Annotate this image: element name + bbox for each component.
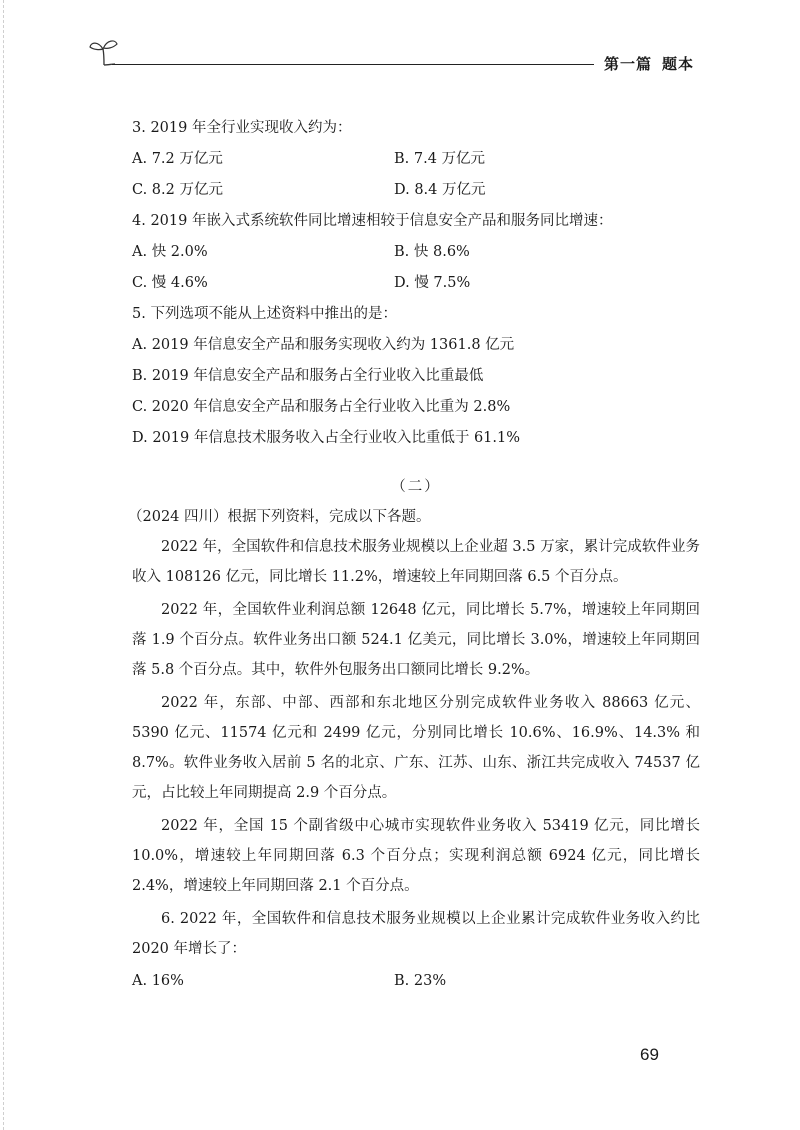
option-c: C. 慢 4.6% xyxy=(132,275,208,291)
option-b: B. 2019 年信息安全产品和服务占全行业收入比重最低 xyxy=(132,368,484,384)
header-title xyxy=(604,53,694,74)
material-paragraph: 2022 年，全国 15 个副省级中心城市实现软件业务收入 53419 亿元，同比增长 10.0%，增速较上年同期回落 6.3 个百分点；实现利润总额 6924 亿元，同比增长 2.4%，增速较上年同期回落 2.1 个百分点。 xyxy=(132,818,700,894)
question-5 xyxy=(132,299,700,454)
material-paragraph: 2022 年，全国软件业利润总额 12648 亿元，同比增长 5.7%，增速较上年同期回落 1.9 个百分点。软件业务出口额 524.1 亿美元，同比增长 3.0%，增速较上年同期回落 5.8 个百分点。其中，软件外包服务出口额同比增长 9.2%。 xyxy=(132,602,700,678)
option-b: B. 23% xyxy=(394,973,447,989)
option-row xyxy=(132,966,700,997)
question-stem: 5. 下列选项不能从上述资料中推出的是： xyxy=(132,306,397,322)
option-c: C. 8.2 万亿元 xyxy=(132,182,223,198)
option-a: A. 2019 年信息安全产品和服务实现收入约为 1361.8 亿元 xyxy=(132,337,515,353)
option-row xyxy=(132,144,700,175)
option-b: B. 快 8.6% xyxy=(394,244,470,260)
page-header xyxy=(0,0,800,90)
option-row xyxy=(132,237,700,268)
option-d: D. 慢 7.5% xyxy=(394,275,471,291)
option-c: C. 2020 年信息安全产品和服务占全行业收入比重为 2.8% xyxy=(132,399,511,415)
question-6 xyxy=(132,904,700,997)
page-edge-guide xyxy=(3,0,4,1130)
header-part: 第一篇 xyxy=(604,55,653,73)
header-rule xyxy=(112,64,594,65)
question-stem: 3. 2019 年全行业实现收入约为： xyxy=(132,120,352,136)
section-intro: （2024 四川）根据下列资料，完成以下各题。 xyxy=(128,509,431,525)
option-a: A. 16% xyxy=(132,973,184,989)
page-number: 69 xyxy=(640,1045,659,1064)
section-title: （二） xyxy=(391,479,441,495)
option-a: A. 快 2.0% xyxy=(132,244,208,260)
option-row xyxy=(132,175,700,206)
page-content xyxy=(128,113,700,997)
option-b: B. 7.4 万亿元 xyxy=(394,151,486,167)
material-paragraph: 2022 年，全国软件和信息技术服务业规模以上企业超 3.5 万家，累计完成软件业务收入 108126 亿元，同比增长 11.2%，增速较上年同期回落 6.5 个百分点。 xyxy=(132,539,700,585)
option-a: A. 7.2 万亿元 xyxy=(132,151,223,167)
option-d: D. 8.4 万亿元 xyxy=(394,182,486,198)
option-row xyxy=(132,268,700,299)
question-stem: 4. 2019 年嵌入式系统软件同比增速相较于信息安全产品和服务同比增速： xyxy=(132,213,613,229)
sprout-icon xyxy=(88,36,120,66)
header-section: 题本 xyxy=(662,55,695,73)
question-4 xyxy=(132,206,700,299)
option-d: D. 2019 年信息技术服务收入占全行业收入比重低于 61.1% xyxy=(132,430,521,446)
material-paragraph: 2022 年，东部、中部、西部和东北地区分别完成软件业务收入 88663 亿元、5390 亿元、11574 亿元和 2499 亿元，分别同比增长 10.6%、16.9%、14.3% 和 8.7%。软件业务收入居前 5 名的北京、广东、江苏、山东、浙江共完成收入 74537 亿元，占比较上年同期提高 2.9 个百分点。 xyxy=(132,695,700,801)
question-3 xyxy=(132,113,700,206)
question-stem: 6. 2022 年，全国软件和信息技术服务业规模以上企业累计完成软件业务收入约比 2020 年增长了： xyxy=(132,911,700,957)
